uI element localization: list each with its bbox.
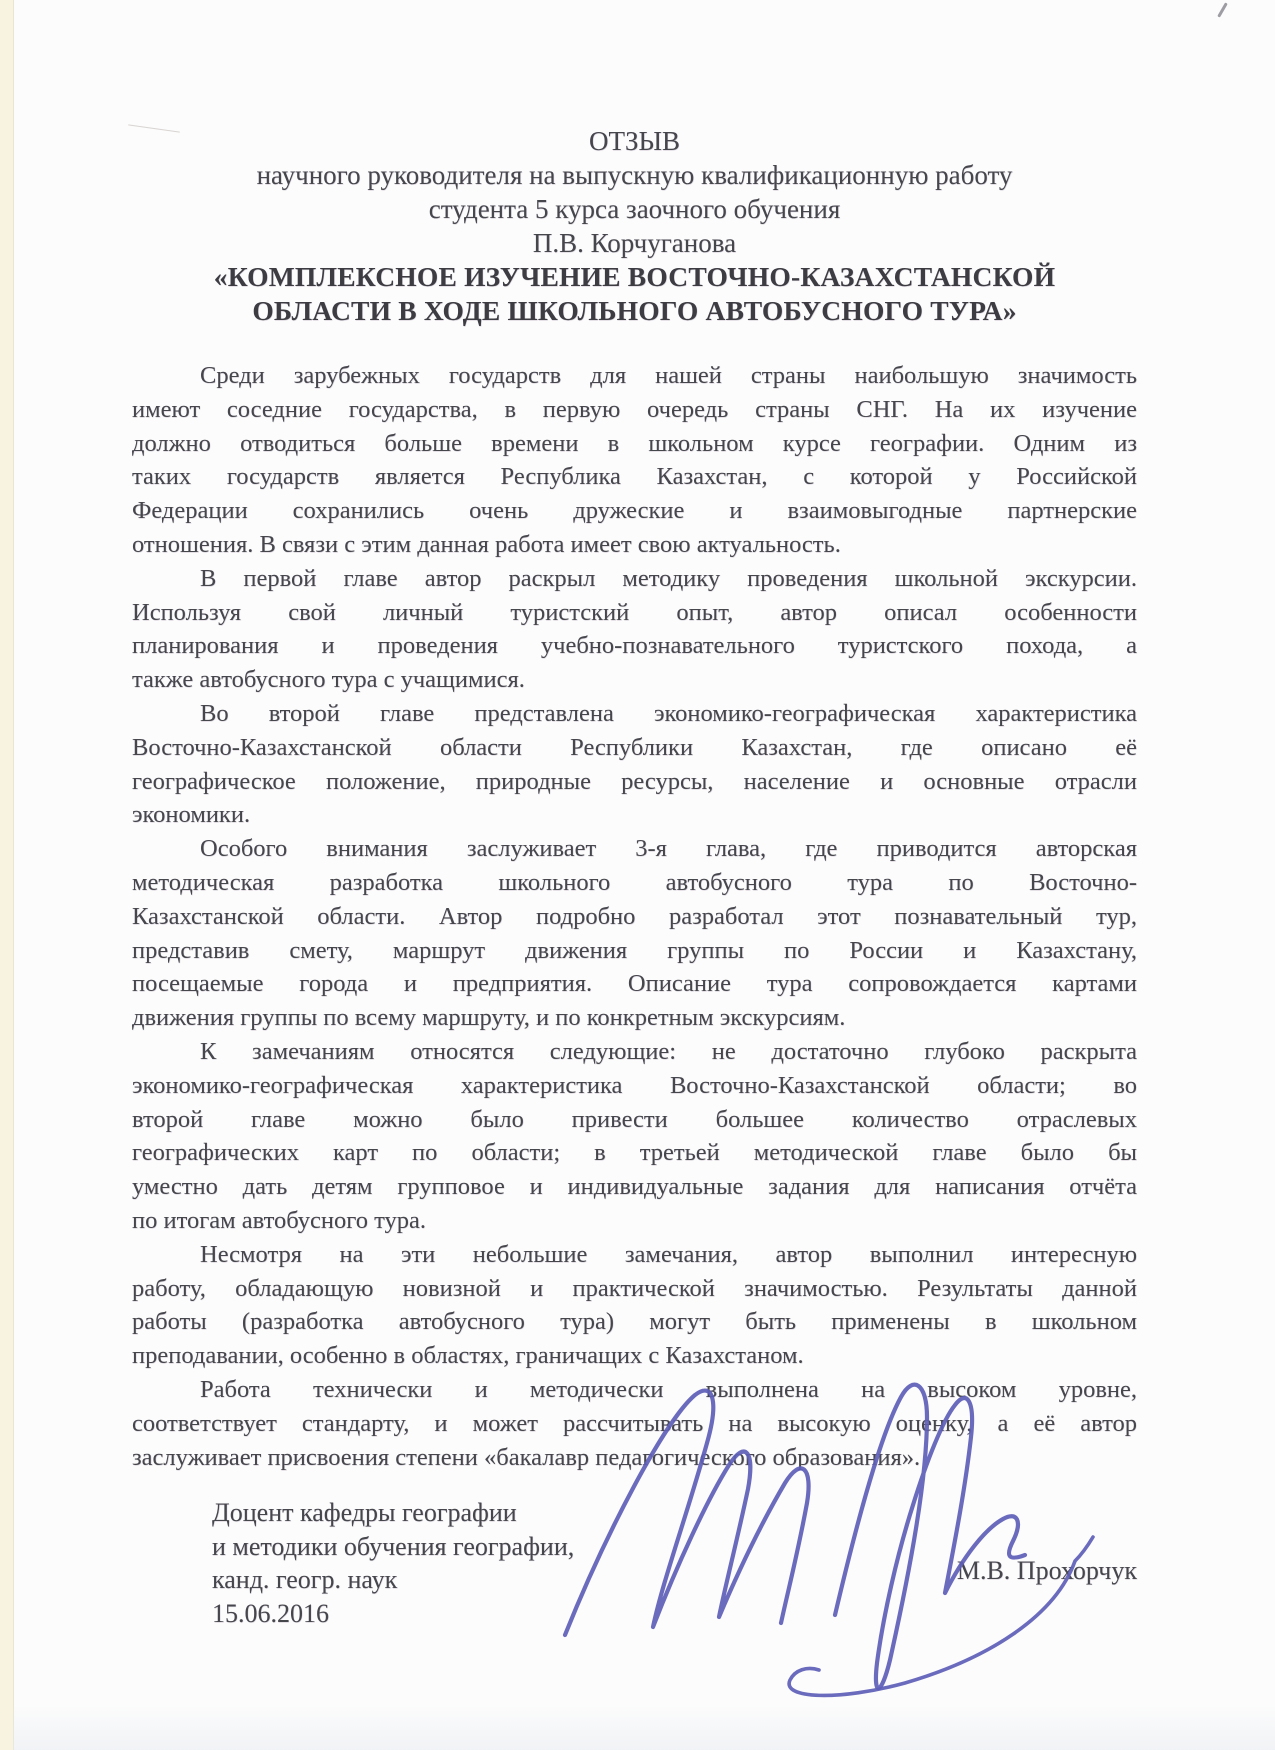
body-line: движения группы по всему маршруту, и по конкретным экскурсиям. [132,1004,846,1032]
signer-position-block [212,1496,574,1630]
signer-position-line: канд. геогр. наук [212,1565,398,1594]
body-line: соответствует стандарту, и может рассчитывать на высокую оценку, а её автор [132,1409,1137,1437]
review-subtitle-line-1: научного руководителя на выпускную квалификационную работу [256,160,1013,190]
body-line: Работа технически и методически выполнена на высоком уровне, [200,1375,1137,1403]
body-line: представив смету, маршрут движения группы по России и Казахстану, [132,936,1137,964]
scan-corner-mark [1217,2,1228,17]
body-line: Используя свой личный туристский опыт, автор описал особенности [132,598,1137,626]
review-body-text [132,359,1137,1474]
signer-position-line: Доцент кафедры географии [212,1498,517,1527]
body-line: методическая разработка школьного автобусного тура по Восточно- [132,868,1137,896]
body-line: Казахстанской области. Автор подробно разработал этот познавательный тур, [132,902,1137,930]
body-line: также автобусного тура с учащимися. [132,666,525,694]
document-header [132,124,1137,328]
body-line: Во второй главе представлена экономико-географическая характеристика [200,699,1137,727]
body-line: таких государств является Республика Казахстан, с которой у Российской [132,463,1137,491]
handwritten-signature [535,1365,1115,1715]
body-line: экономико-географическая характеристика Восточно-Казахстанской области; во [132,1071,1137,1099]
body-line: экономики. [132,801,251,829]
body-line: имеют соседние государства, в первую очередь страны СНГ. На их изучение [132,395,1137,423]
body-line: преподавании, особенно в областях, граничащих с Казахстаном. [132,1342,804,1370]
body-line: Восточно-Казахстанской области Республики Казахстан, где описано её [132,733,1137,761]
body-line: по итогам автобусного тура. [132,1206,426,1234]
signer-position-line: и методики обучения географии, [212,1531,575,1561]
signer-name: М.В. Прохорчук [956,1556,1137,1585]
review-subtitle-line-2: студента 5 курса заочного обучения [428,194,841,224]
body-line: посещаемые города и предприятия. Описание тура сопровождается картами [132,970,1137,998]
body-line: заслуживает присвоения степени «бакалавр педагогического образования». [132,1443,921,1471]
body-line: второй главе можно было привести большее количество отраслевых [132,1105,1137,1133]
student-name: П.В. Корчуганова [532,228,737,258]
signer-position-line: 15.06.2016 [212,1598,329,1628]
body-line: работы (разработка автобусного тура) могут быть применены в школьном [132,1308,1137,1336]
body-line: Федерации сохранились очень дружеские и взаимовыгодные партнерские [132,497,1137,525]
body-line: К замечаниям относятся следующие: не достаточно глубоко раскрыта [200,1037,1137,1065]
review-title: ОТЗЫВ [588,126,681,156]
body-line: отношения. В связи с этим данная работа имеет свою актуальность. [132,530,841,558]
thesis-title-line-2: ОБЛАСТИ В ХОДЕ ШКОЛЬНОГО АВТОБУСНОГО ТУРА» [252,295,1017,326]
body-line: В первой главе автор раскрыл методику проведения школьной экскурсии. [200,564,1137,592]
scan-edge-strip [0,0,14,1750]
body-line: географических карт по области; в третьей методической главе было бы [132,1139,1137,1167]
body-line: Особого внимания заслуживает 3-я глава, где приводится авторская [200,835,1137,863]
thesis-title-line-1: «КОМПЛЕКСНОЕ ИЗУЧЕНИЕ ВОСТОЧНО-КАЗАХСТАНСКОЙ [213,261,1056,292]
body-line: планирования и проведения учебно-познавательного туристского похода, а [132,632,1137,660]
body-line: должно отводиться больше времени в школьном курсе географии. Одним из [132,429,1137,457]
body-line: Несмотря на эти небольшие замечания, автор выполнил интересную [200,1240,1137,1268]
body-line: географическое положение, природные ресурсы, население и основные отрасли [132,767,1137,795]
body-line: Среди зарубежных государств для нашей страны наибольшую значимость [200,362,1137,389]
body-line: работу, обладающую новизной и практической значимостью. Результаты данной [132,1274,1137,1302]
body-line: уместно дать детям групповое и индивидуальные задания для написания отчёта [132,1173,1137,1201]
